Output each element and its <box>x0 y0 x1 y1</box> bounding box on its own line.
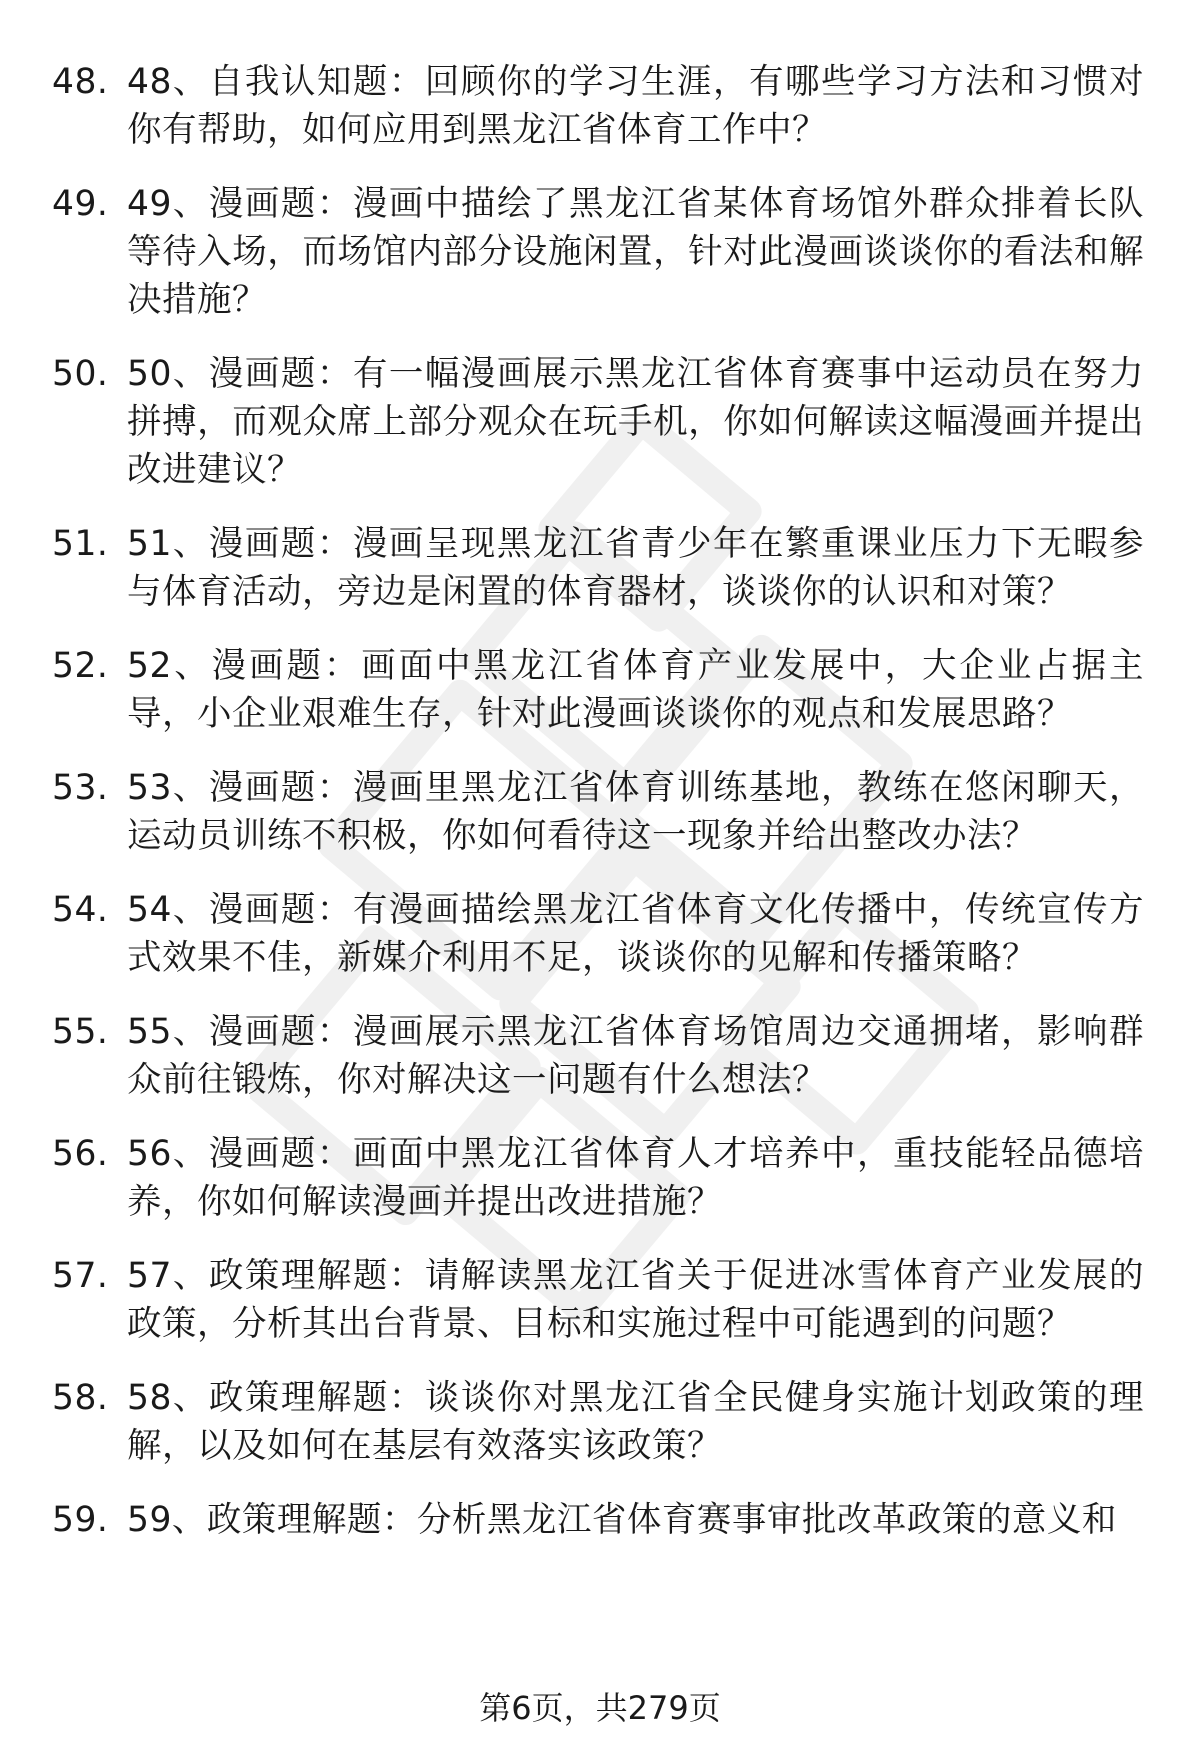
question-text: 56、漫画题：画面中黑龙江省体育人才培养中，重技能轻品德培养，你如何解读漫画并提出改进措施？ <box>127 1134 1144 1222</box>
question-item <box>0 1496 1200 1544</box>
question-text: 57、政策理解题：请解读黑龙江省关于促进冰雪体育产业发展的政策，分析其出台背景、目标和实施过程中可能遇到的问题？ <box>127 1256 1144 1344</box>
question-text: 54、漫画题：有漫画描绘黑龙江省体育文化传播中，传统宣传方式效果不佳，新媒介利用不足，谈谈你的见解和传播策略？ <box>127 890 1144 978</box>
question-text: 49、漫画题：漫画中描绘了黑龙江省某体育场馆外群众排着长队等待入场，而场馆内部分设施闲置，针对此漫画谈谈你的看法和解决措施？ <box>127 184 1144 320</box>
question-item <box>0 886 1200 982</box>
question-item <box>0 764 1200 860</box>
question-number: 59. <box>52 1500 109 1540</box>
question-item <box>0 1252 1200 1348</box>
question-text: 58、政策理解题：谈谈你对黑龙江省全民健身实施计划政策的理解，以及如何在基层有效落实该政策？ <box>127 1378 1144 1466</box>
question-number: 55. <box>52 1012 109 1052</box>
question-item <box>0 350 1200 494</box>
question-item <box>0 1130 1200 1226</box>
question-number: 54. <box>52 890 109 930</box>
question-item <box>0 1008 1200 1104</box>
question-item <box>0 58 1200 154</box>
question-item <box>0 642 1200 738</box>
question-text: 51、漫画题：漫画呈现黑龙江省青少年在繁重课业压力下无暇参与体育活动，旁边是闲置的体育器材，谈谈你的认识和对策？ <box>127 524 1144 612</box>
question-number: 58. <box>52 1378 109 1418</box>
question-number: 51. <box>52 524 109 564</box>
question-item <box>0 520 1200 616</box>
question-number: 49. <box>52 184 109 224</box>
question-item <box>0 180 1200 324</box>
question-number: 50. <box>52 354 109 394</box>
question-text: 53、漫画题：漫画里黑龙江省体育训练基地，教练在悠闲聊天，运动员训练不积极，你如何看待这一现象并给出整改办法？ <box>127 768 1144 856</box>
question-number: 48. <box>52 62 109 102</box>
question-list <box>0 58 1200 1570</box>
question-text: 59、政策理解题：分析黑龙江省体育赛事审批改革政策的意义和 <box>127 1500 1117 1540</box>
question-text: 52、漫画题：画面中黑龙江省体育产业发展中，大企业占据主导，小企业艰难生存，针对此漫画谈谈你的观点和发展思路？ <box>127 646 1144 734</box>
question-number: 53. <box>52 768 109 808</box>
question-item <box>0 1374 1200 1470</box>
question-number: 52. <box>52 646 109 686</box>
page-number: 第6页，共279页 <box>479 1689 721 1727</box>
question-text: 55、漫画题：漫画展示黑龙江省体育场馆周边交通拥堵，影响群众前往锻炼，你对解决这一问题有什么想法？ <box>127 1012 1144 1100</box>
question-number: 57. <box>52 1256 109 1296</box>
question-text: 48、自我认知题：回顾你的学习生涯，有哪些学习方法和习惯对你有帮助，如何应用到黑龙江省体育工作中？ <box>127 62 1144 150</box>
question-number: 56. <box>52 1134 109 1174</box>
question-text: 50、漫画题：有一幅漫画展示黑龙江省体育赛事中运动员在努力拼搏，而观众席上部分观众在玩手机，你如何解读这幅漫画并提出改进建议？ <box>127 354 1144 490</box>
